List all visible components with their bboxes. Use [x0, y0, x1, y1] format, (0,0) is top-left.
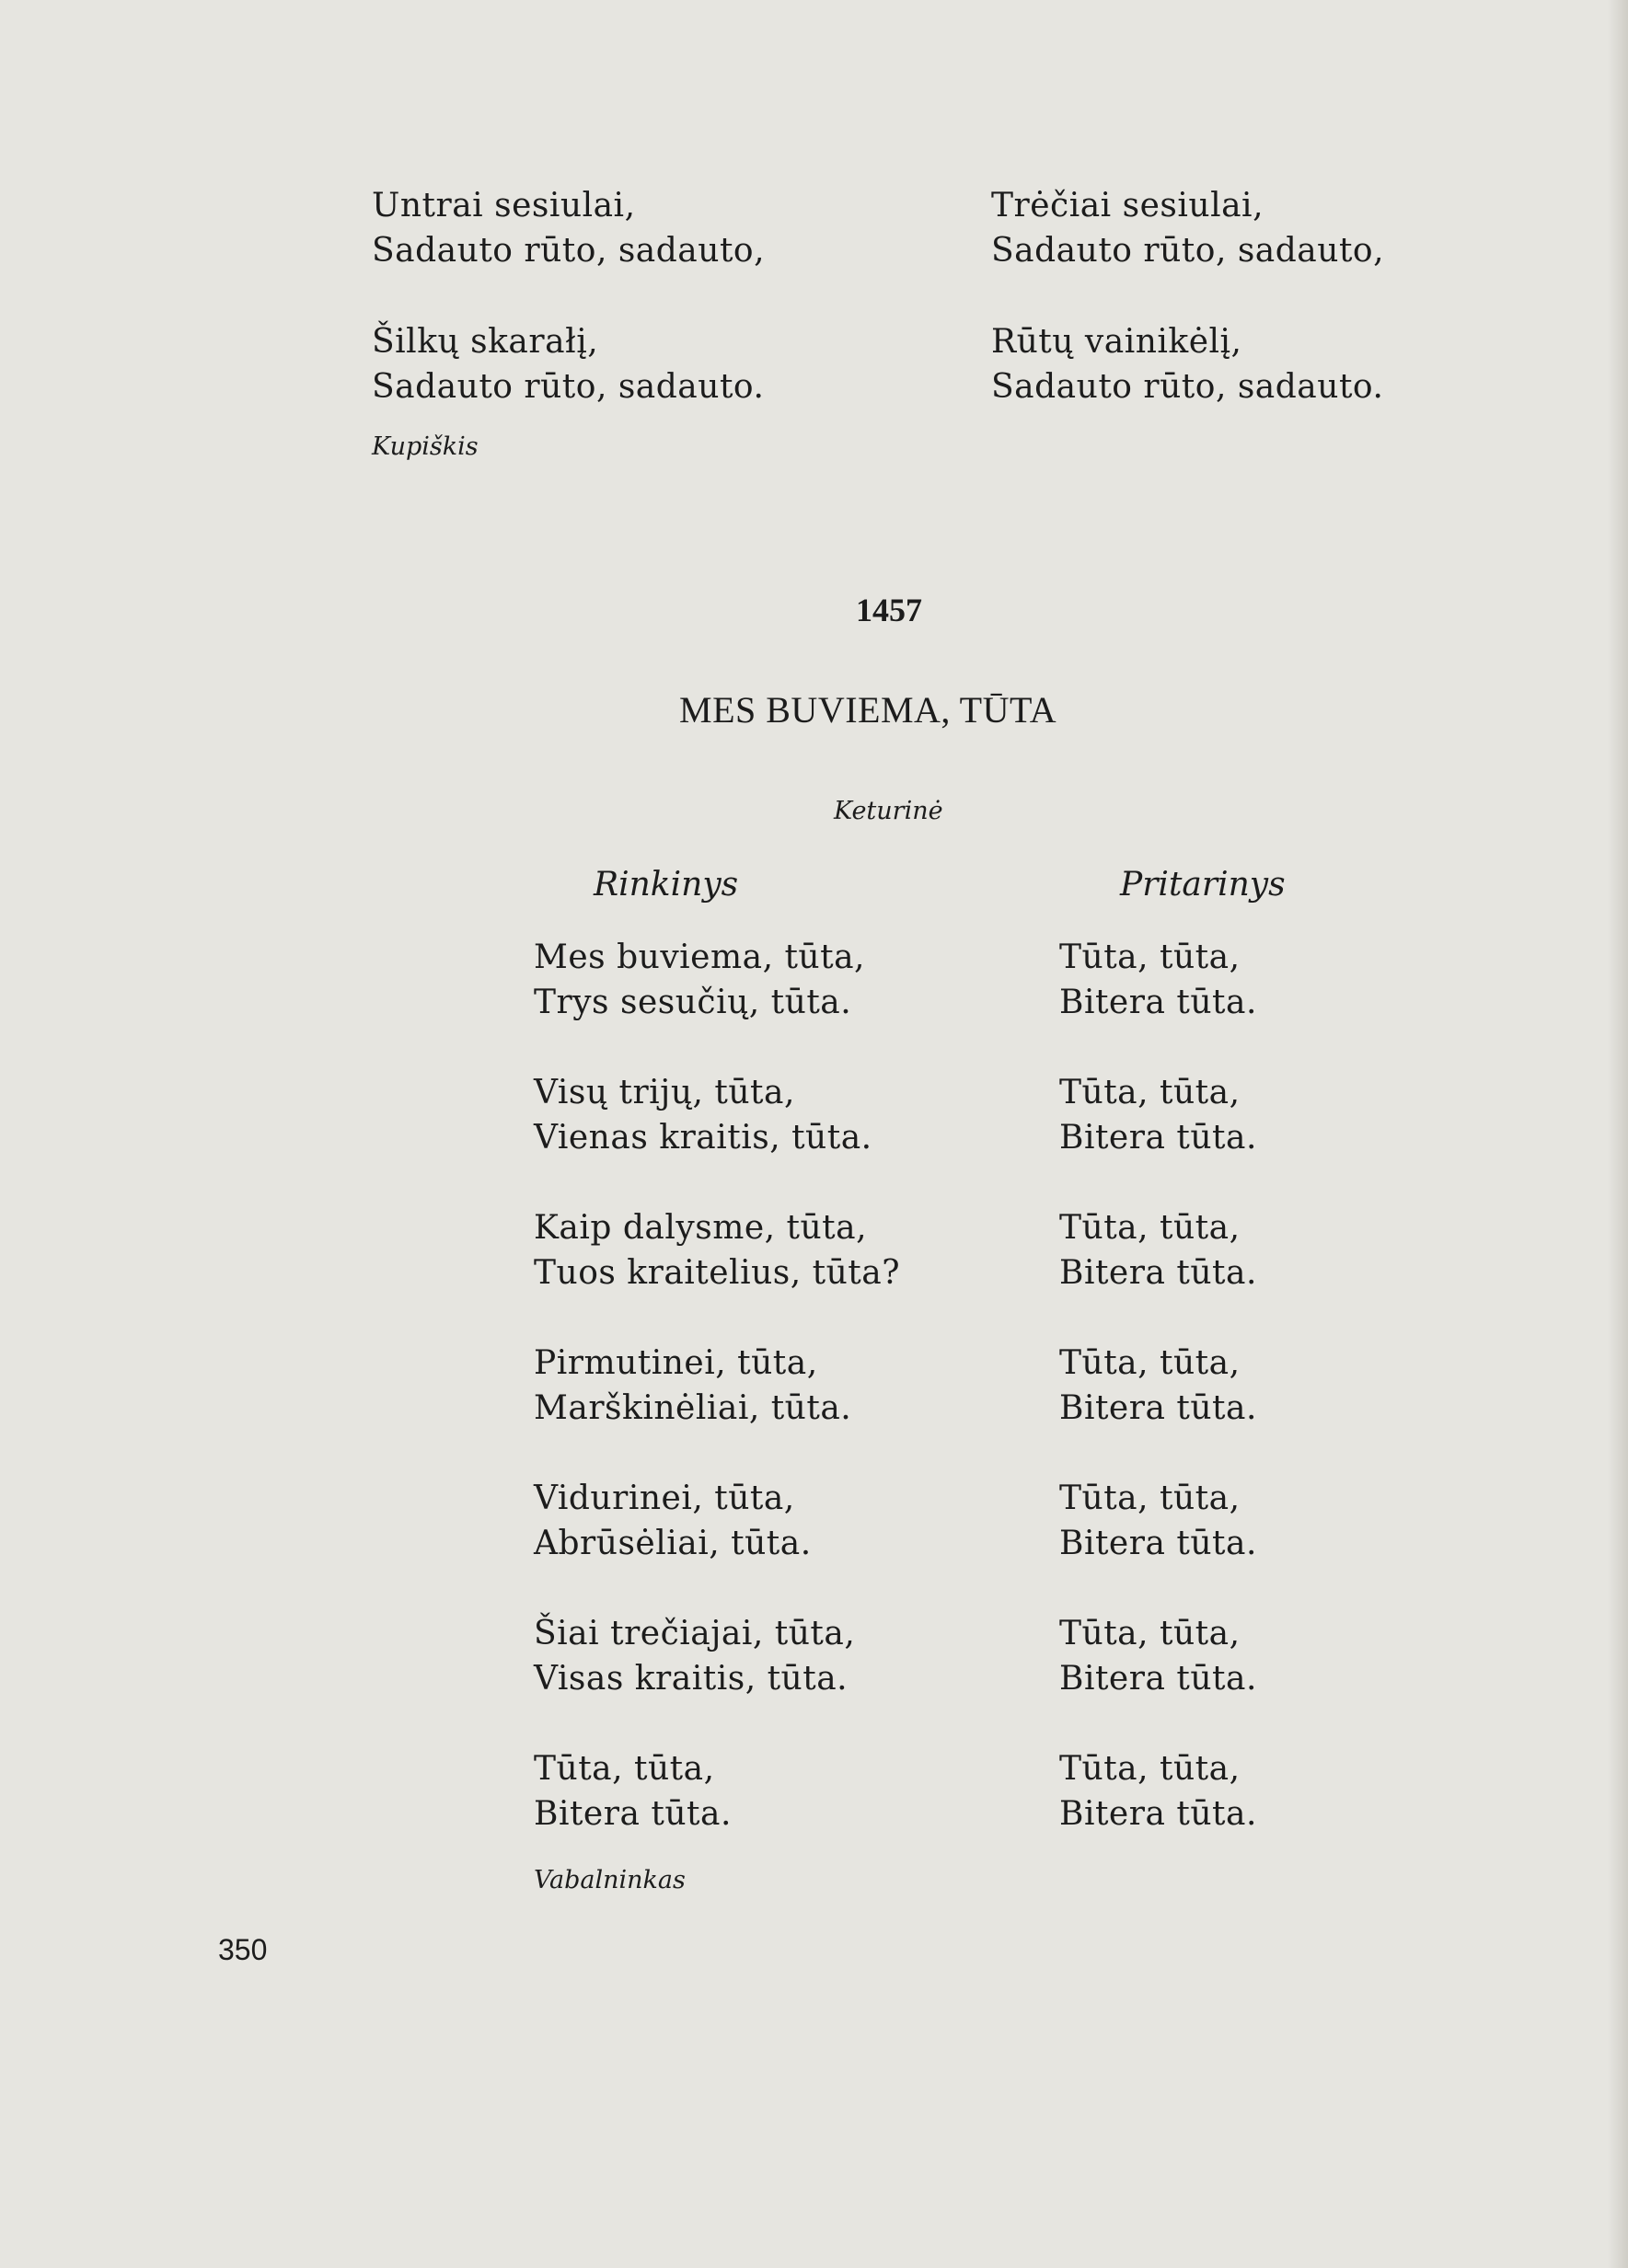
verse-line: Bitera tūta.	[1059, 1795, 1257, 1833]
verse-line: Sadauto rūto, sadauto,	[991, 232, 1385, 270]
verse-line: Vidurinei, tūta,	[534, 1479, 795, 1517]
verse-line: Tūta, tūta,	[1059, 1344, 1241, 1382]
verse-line: Bitera tūta.	[1059, 1254, 1257, 1292]
verse-line: Bitera tūta.	[1059, 1389, 1257, 1427]
verse-line: Bitera tūta.	[1059, 1660, 1257, 1698]
verse-line: Untrai sesiulai,	[372, 187, 636, 224]
place-note-song: Vabalninkas	[534, 1866, 686, 1894]
song-right-stanza	[1059, 1341, 1257, 1431]
verse-line: Sadauto rūto, sadauto.	[372, 368, 765, 406]
verse-line: Sadauto rūto, sadauto.	[991, 368, 1384, 406]
verse-line: Bitera tūta.	[534, 1795, 732, 1833]
verse-line: Trys sesučių, tūta.	[534, 984, 852, 1021]
verse-line: Rūtų vainikėlį,	[991, 323, 1242, 361]
verse-line: Tūta, tūta,	[1059, 938, 1241, 976]
verse-line: Vienas kraitis, tūta.	[534, 1119, 872, 1157]
top-right-stanza-2	[991, 319, 1383, 409]
song-right-stanza	[1059, 1611, 1257, 1701]
verse-line: Trėčiai sesiulai,	[991, 187, 1264, 224]
top-left-stanza-2	[372, 319, 764, 409]
verse-line: Tūta, tūta,	[1059, 1615, 1241, 1652]
song-number: 1457	[856, 592, 922, 628]
song-right-stanza	[1059, 1746, 1257, 1836]
verse-line: Šiai trečiajai, tūta,	[534, 1615, 856, 1652]
verse-line: Abrūsėliai, tūta.	[534, 1525, 812, 1562]
page-edge	[1608, 0, 1628, 2268]
column-heading-right: Pritarinys	[1120, 866, 1286, 904]
song-subtitle: Keturinė	[834, 797, 943, 825]
verse-line: Kaip dalysme, tūta,	[534, 1209, 868, 1247]
song-left-stanza	[534, 1341, 851, 1431]
verse-line: Tūta, tūta,	[1059, 1209, 1241, 1247]
place-note-top: Kupiškis	[372, 432, 479, 461]
verse-line: Sadauto rūto, sadauto,	[372, 232, 766, 270]
song-left-stanza	[534, 1611, 855, 1701]
song-right-stanza	[1059, 935, 1257, 1025]
song-left-stanza	[534, 1205, 900, 1295]
song-left-stanza	[534, 1070, 872, 1160]
song-title: MES BUVIEMA, TŪTA	[679, 689, 1057, 731]
verse-line: Visas kraitis, tūta.	[534, 1660, 849, 1698]
top-right-stanza-1	[991, 183, 1384, 273]
song-right-stanza	[1059, 1205, 1257, 1295]
song-left-stanza	[534, 1476, 812, 1566]
verse-line: Tūta, tūta,	[1059, 1750, 1241, 1788]
verse-line: Tūta, tūta,	[534, 1750, 715, 1788]
verse-line: Tūta, tūta,	[1059, 1479, 1241, 1517]
verse-line: Visų trijų, tūta,	[534, 1074, 795, 1111]
song-right-stanza	[1059, 1070, 1257, 1160]
page-number: 350	[218, 1933, 268, 1966]
verse-line: Pirmutinei, tūta,	[534, 1344, 818, 1382]
song-left-stanza	[534, 935, 865, 1025]
verse-line: Bitera tūta.	[1059, 1119, 1257, 1157]
top-left-stanza-1	[372, 183, 765, 273]
verse-line: Mes buviema, tūta,	[534, 938, 865, 976]
verse-line: Šilkų skarałį,	[372, 323, 599, 361]
verse-line: Tūta, tūta,	[1059, 1074, 1241, 1111]
verse-line: Marškinėliai, tūta.	[534, 1389, 852, 1427]
column-heading-left: Rinkinys	[594, 866, 739, 904]
verse-line: Bitera tūta.	[1059, 1525, 1257, 1562]
song-left-stanza	[534, 1746, 732, 1836]
song-right-stanza	[1059, 1476, 1257, 1566]
verse-line: Tuos kraitelius, tūta?	[534, 1254, 901, 1292]
verse-line: Bitera tūta.	[1059, 984, 1257, 1021]
